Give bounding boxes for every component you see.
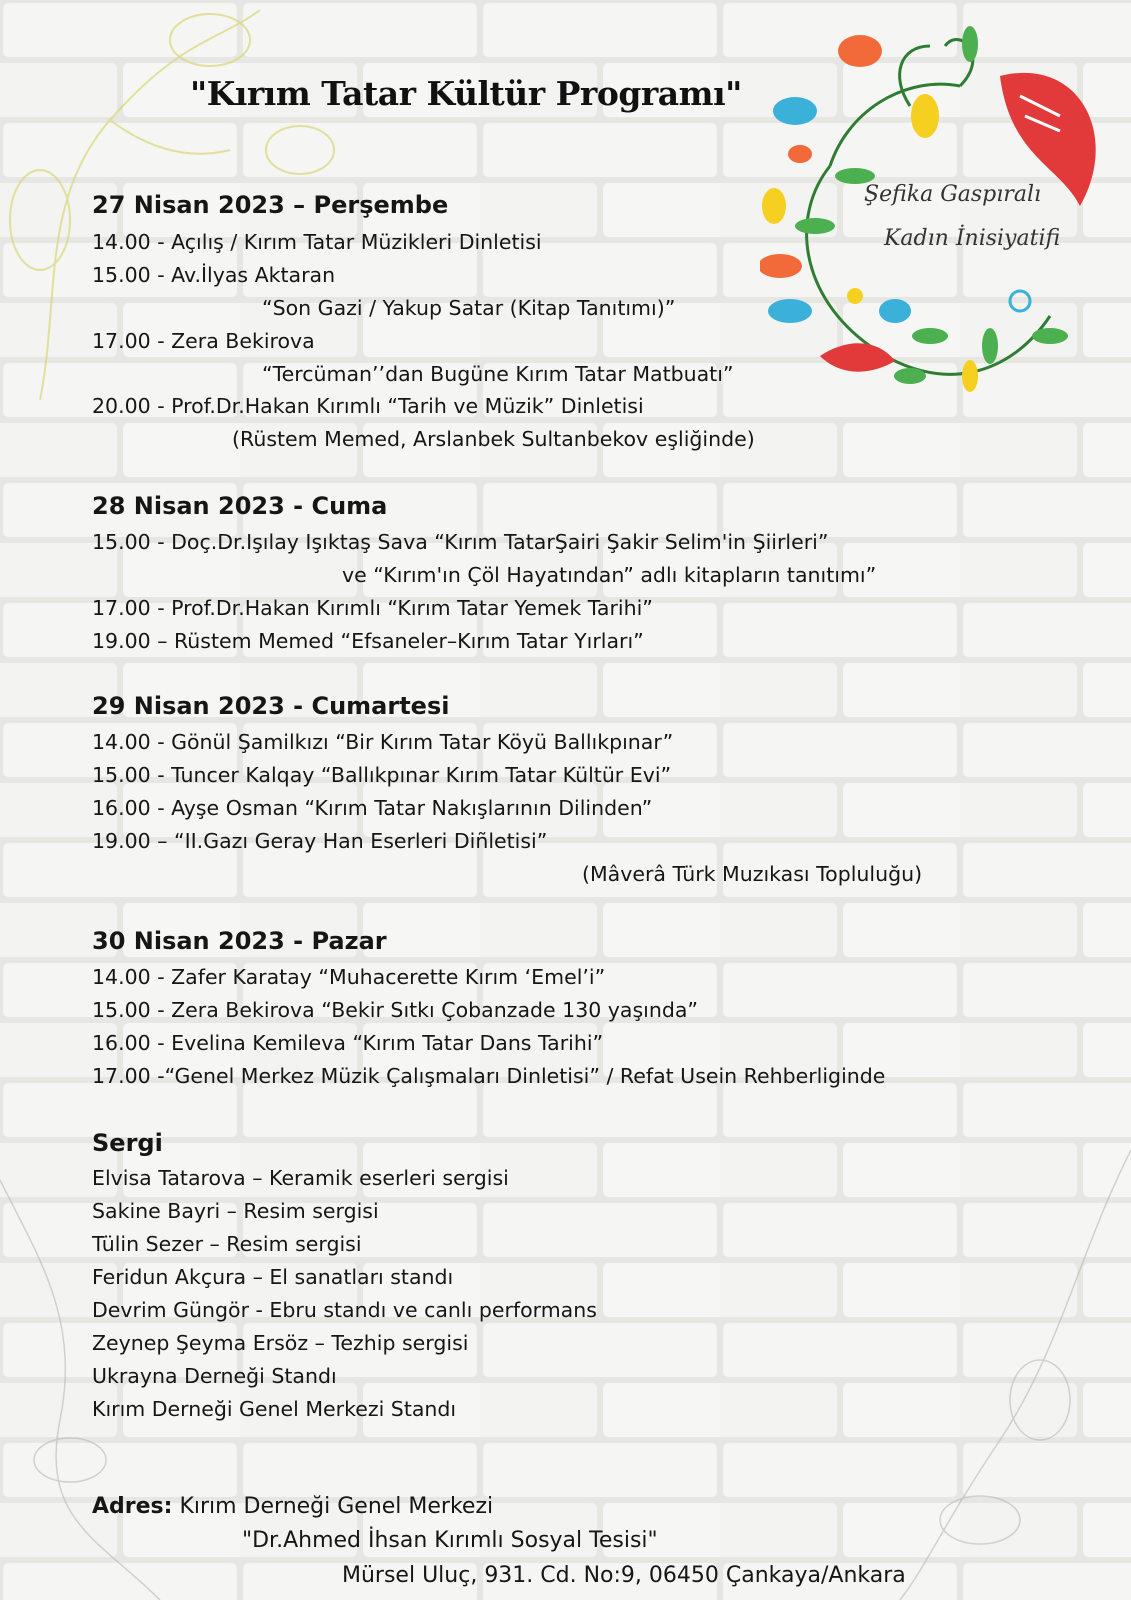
day-heading: 29 Nisan 2023 - Cumartesi — [92, 692, 450, 720]
schedule-line: 20.00 - Prof.Dr.Hakan Kırımlı “Tarih ve Müzik” Dinletisi — [92, 394, 644, 418]
day-heading: 27 Nisan 2023 – Perşembe — [92, 191, 449, 219]
schedule-line: 19.00 – Rüstem Memed “Efsaneler–Kırım Tatar Yırları” — [92, 629, 644, 653]
exhibition-item: Feridun Akçura – El sanatları standı — [92, 1265, 454, 1289]
exhibition-heading: Sergi — [92, 1129, 163, 1157]
exhibition-item: Ukrayna Derneği Standı — [92, 1364, 337, 1388]
schedule-line: 15.00 - Av.İlyas Aktaran — [92, 263, 336, 287]
schedule-line: 14.00 - Açılış / Kırım Tatar Müzikleri Dinletisi — [92, 230, 542, 254]
schedule-line: “Son Gazi / Yakup Satar (Kitap Tanıtımı)” — [262, 296, 676, 320]
schedule-line: 14.00 - Zafer Karatay “Muhacerette Kırım ‘Emel’i” — [92, 965, 606, 989]
schedule-line: 17.00 - Prof.Dr.Hakan Kırımlı “Kırım Tatar Yemek Tarihi” — [92, 596, 653, 620]
schedule-line: 15.00 - Zera Bekirova “Bekir Sıtkı Çobanzade 130 yaşında” — [92, 998, 699, 1022]
organization-name-line2: Kadın İnisiyatifi — [884, 226, 1061, 251]
exhibition-item: Zeynep Şeyma Ersöz – Tezhip sergisi — [92, 1331, 469, 1355]
schedule-line: 17.00 -“Genel Merkez Müzik Çalışmaları Dinletisi” / Refat Usein Rehberliginde — [92, 1064, 886, 1088]
exhibition-item: Elvisa Tatarova – Keramik eserleri sergisi — [92, 1166, 509, 1190]
exhibition-item: Sakine Bayri – Resim sergisi — [92, 1199, 379, 1223]
exhibition-item: Tülin Sezer – Resim sergisi — [92, 1232, 362, 1256]
schedule-line: 19.00 – “II.Gazı Geray Han Eserleri Diñletisi” — [92, 829, 548, 853]
day-heading: 28 Nisan 2023 - Cuma — [92, 492, 388, 520]
exhibition-item: Devrim Güngör - Ebru standı ve canlı performans — [92, 1298, 597, 1322]
schedule-line: “Tercüman’’dan Bugüne Kırım Tatar Matbuatı” — [262, 362, 734, 386]
schedule-line: 17.00 - Zera Bekirova — [92, 329, 315, 353]
address-line2: "Dr.Ahmed İhsan Kırımlı Sosyal Tesisi" — [242, 1528, 658, 1553]
day-heading: 30 Nisan 2023 - Pazar — [92, 927, 387, 955]
address-line3: Mürsel Uluç, 931. Cd. No:9, 06450 Çankaya/Ankara — [342, 1563, 906, 1588]
schedule-line: ve “Kırım'ın Çöl Hayatından” adlı kitapların tanıtımı” — [342, 563, 877, 587]
address-line1: Kırım Derneği Genel Merkezi — [179, 1494, 494, 1519]
schedule-line: 16.00 - Ayşe Osman “Kırım Tatar Nakışlarının Dilinden” — [92, 796, 653, 820]
schedule-line: (Mâverâ Türk Muzıkası Topluluğu) — [582, 862, 923, 886]
organization-name-line1: Şefika Gaspıralı — [864, 182, 1042, 207]
schedule-line: 15.00 - Doç.Dr.Işılay Işıktaş Sava “Kırım TatarŞairi Şakir Selim'in Şiirleri” — [92, 530, 829, 554]
address-label: Adres: — [92, 1494, 173, 1519]
schedule-line: 14.00 - Gönül Şamilkızı “Bir Kırım Tatar Köyü Ballıkpınar” — [92, 730, 674, 754]
schedule-line: 16.00 - Evelina Kemileva “Kırım Tatar Dans Tarihi” — [92, 1031, 604, 1055]
page-title: "Kırım Tatar Kültür Programı" — [190, 74, 742, 113]
schedule-line: 15.00 - Tuncer Kalqay “Ballıkpınar Kırım Tatar Kültür Evi” — [92, 763, 672, 787]
schedule-line: (Rüstem Memed, Arslanbek Sultanbekov eşliğinde) — [232, 427, 755, 451]
exhibition-item: Kırım Derneği Genel Merkezi Standı — [92, 1397, 457, 1421]
address-line1-row — [92, 1493, 493, 1521]
